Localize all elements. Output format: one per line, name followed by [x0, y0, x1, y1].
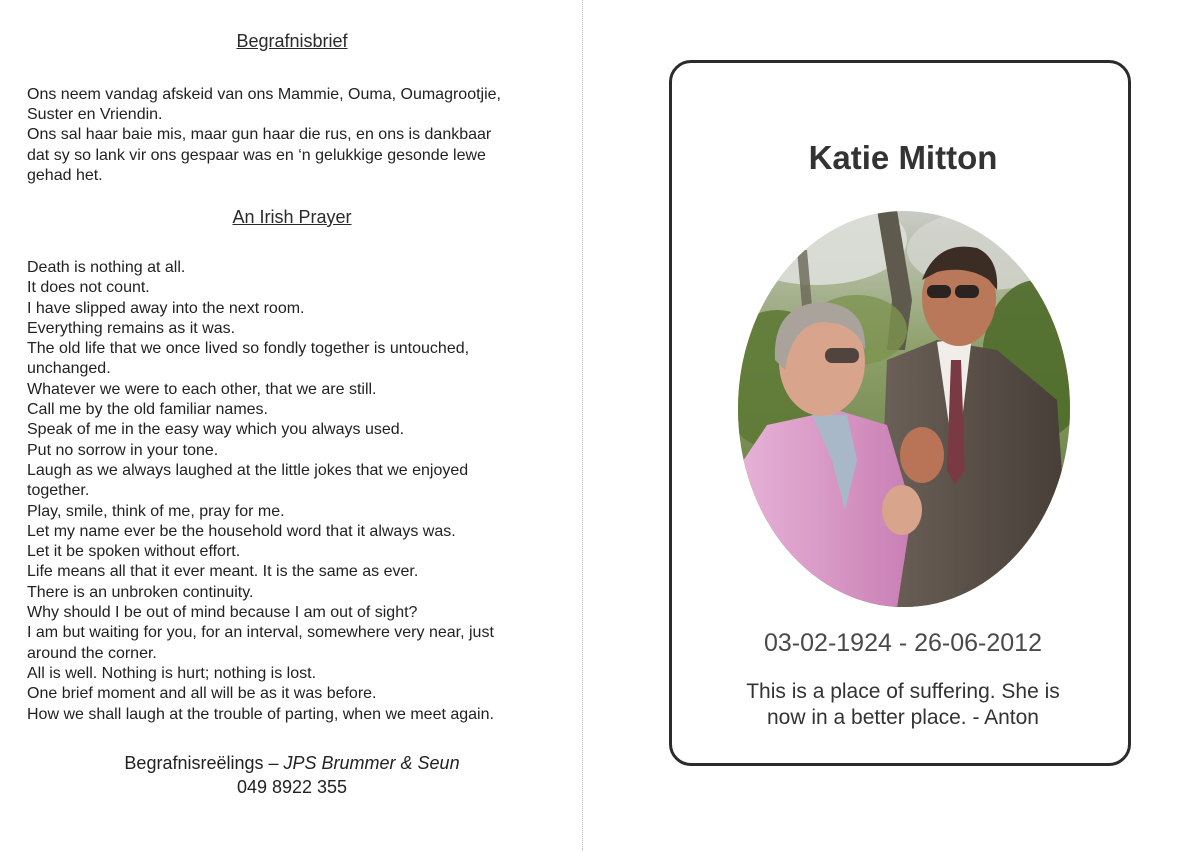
letter-line: gehad het. [27, 166, 103, 184]
prayer-line: The old life that we once lived so fondly together is untouched, [27, 340, 470, 358]
letter-line: Ons sal haar baie mis, maar gun haar die rus, en ons is dankbaar [27, 126, 492, 144]
page-fold [582, 0, 583, 851]
funeral-company: JPS Brummer & Seun [283, 753, 460, 773]
prayer-line: Whatever we were to each other, that we are still. [27, 380, 377, 398]
letter-heading: Begrafnisbrief [236, 31, 348, 51]
prayer-line: I am but waiting for you, for an interval, somewhere very near, just [27, 624, 494, 642]
prayer-line: Death is nothing at all. [27, 259, 186, 276]
prayer-line: Call me by the old familiar names. [27, 401, 268, 419]
prayer-line: Let it be spoken without effort. [27, 543, 241, 561]
quote-line: This is a place of suffering. She is [746, 680, 1060, 703]
prayer-line: Put no sorrow in your tone. [27, 441, 219, 459]
prayer-line: Laugh as we always laughed at the little jokes that we enjoyed [27, 461, 469, 479]
prayer-line: There is an unbroken continuity. [27, 583, 254, 601]
funeral-arrangements [0, 751, 584, 799]
prayer-line: unchanged. [27, 360, 111, 378]
prayer-line: All is well. Nothing is hurt; nothing is lost. [27, 664, 317, 682]
prayer-line: I have slipped away into the next room. [27, 299, 305, 317]
prayer-line: Life means all that it ever meant. It is the same as ever. [27, 563, 419, 581]
couple-photo [737, 210, 1071, 608]
prayer-line: Why should I be out of mind because I am out of sight? [27, 604, 418, 622]
left-page [0, 0, 584, 851]
prayer-line: Everything remains as it was. [27, 319, 236, 337]
life-dates: 03-02-1924 - 26-06-2012 [764, 629, 1042, 657]
prayer-line: Let my name ever be the household word that it always was. [27, 522, 456, 540]
prayer-line: It does not count. [27, 279, 150, 297]
prayer-text [27, 258, 567, 725]
arrangements-line [0, 751, 584, 775]
prayer-line: Play, smile, think of me, pray for me. [27, 502, 285, 520]
letter-line: Suster en Vriendin. [27, 106, 163, 124]
quote-line: now in a better place. - Anton [766, 706, 1039, 729]
memorial-card [669, 60, 1131, 766]
phone-number: 049 8922 355 [236, 777, 348, 797]
right-page [586, 0, 1200, 851]
letter-line: dat sy so lank vir ons gespaar was en ‘n gelukkige gesonde lewe [27, 146, 486, 164]
letter-line: Ons neem vandag afskeid van ons Mammie, Ouma, Oumagrootjie, [27, 86, 501, 103]
prayer-line: One brief moment and all will be as it was before. [27, 685, 377, 703]
letter-text [27, 85, 567, 186]
arrangements-label: Begrafnisreëlings – [124, 753, 284, 773]
prayer-heading: An Irish Prayer [232, 207, 352, 227]
deceased-name: Katie Mitton [808, 139, 998, 176]
prayer-line: around the corner. [27, 644, 157, 662]
prayer-line: together. [27, 482, 90, 500]
memorial-quote [692, 679, 1114, 731]
prayer-line: Speak of me in the easy way which you always used. [27, 421, 405, 439]
prayer-line: How we shall laugh at the trouble of parting, when we meet again. [27, 705, 494, 723]
